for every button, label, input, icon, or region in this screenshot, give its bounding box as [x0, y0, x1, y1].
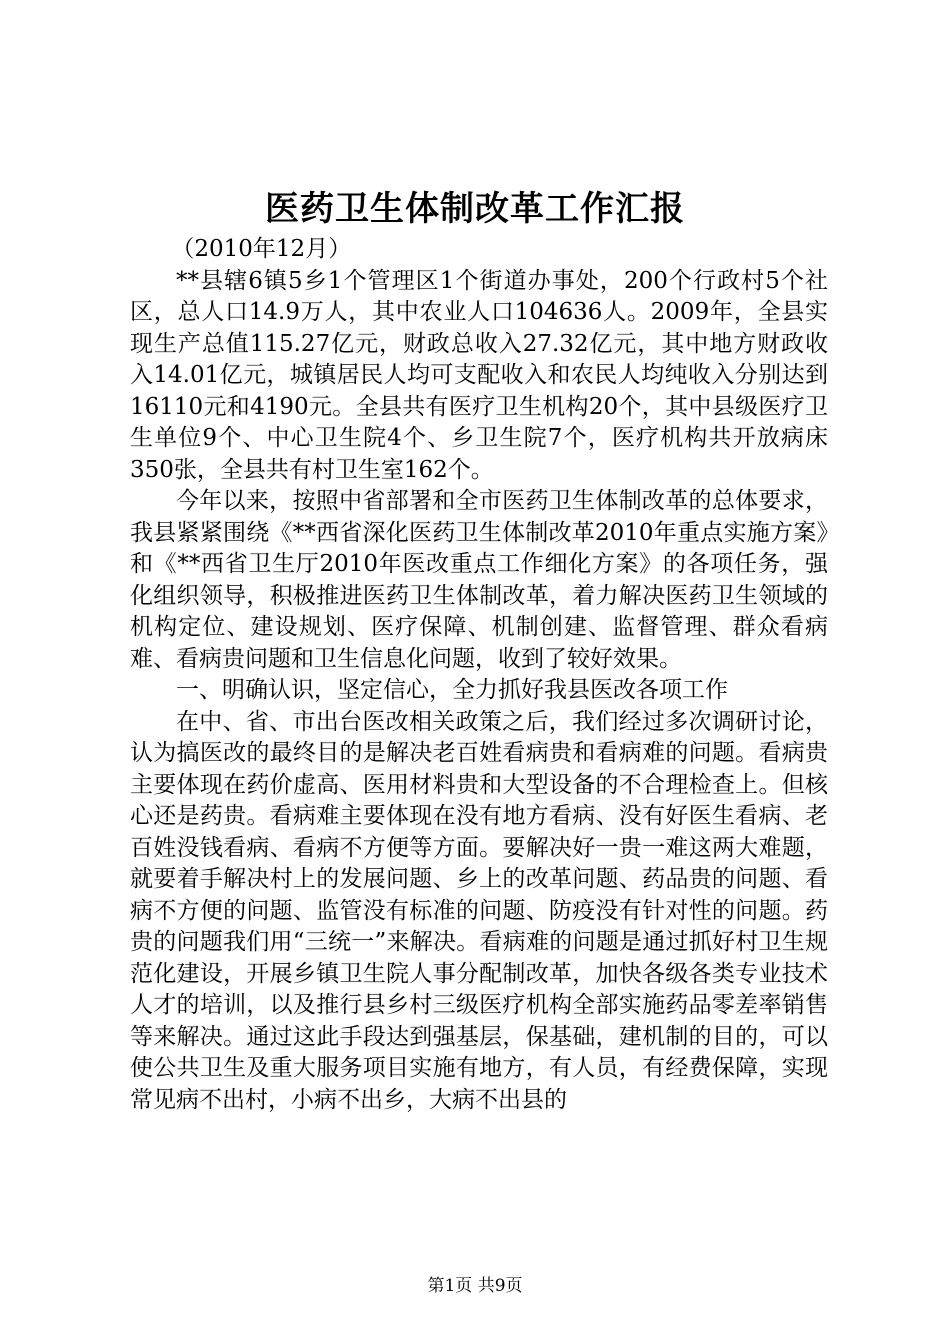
- document-body: [130, 234, 828, 1116]
- document-date: （2010年12月）: [171, 236, 352, 262]
- paragraph-progress: 今年以来，按照中省部署和全市医药卫生体制改革的总体要求，我县紧紧围绕《**西省深化医药卫生体制改革2010年重点实施方案》和《**西省卫生厅2010年医改重点工作细化方案》的各项任务，强化组织领导，积极推进医药卫生体制改革，着力解决医药卫生领域的机构定位、建设规划、医疗保障、机制创建、监督管理、群众看病难、看病贵问题和卫生信息化问题，收到了较好效果。: [130, 488, 828, 672]
- page-number-footer: 第1页 共9页: [427, 1276, 523, 1296]
- paragraph-section-1: 在中、省、市出台医改相关政策之后，我们经过多次调研讨论，认为搞医改的最终目的是解决老百姓看病贵和看病难的问题。看病贵主要体现在药价虚高、医用材料贵和大型设备的不合理检查上。但核心还是药贵。看病难主要体现在没有地方看病、没有好医生看病、老百姓没钱看病、看病不方便等方面。要解决好一贵一难这两大难题，就要着手解决村上的发展问题、乡上的改革问题、药品贵的问题、看病不方便的问题、监管没有标准的问题、防疫没有针对性的问题。药贵的问题我们用“三统一”来解决。看病难的问题是通过抓好村卫生规范化建设，开展乡镇卫生院人事分配制改革，加快各级各类专业技术人才的培训，以及推行县乡村三级医疗机构全部实施药品零差率销售等来解决。通过这此手段达到强基层，保基础，建机制的目的，可以使公共卫生及重大服务项目实施有地方，有人员，有经费保障，实现常见病不出村，小病不出乡，大病不出县的: [130, 708, 828, 1113]
- document-title: 医药卫生体制改革工作汇报: [265, 189, 685, 229]
- paragraph-overview: **县辖6镇5乡1个管理区1个街道办事处，200个行政村5个社区，总人口14.9万人，其中农业人口104636人。2009年，全县实现生产总值115.27亿元，财政总收入27.32亿元，其中地方财政收入14.01亿元，城镇居民人均可支配收入和农民人均纯收入分别达到16110元和4190元。全县共有医疗卫生机构20个，其中县级医疗卫生单位9个、中心卫生院4个、乡卫生院7个，医疗机构共开放病床350张，全县共有村卫生室162个。: [130, 267, 828, 483]
- section-heading-1: 一、明确认识，坚定信心，全力抓好我县医改各项工作: [176, 677, 728, 703]
